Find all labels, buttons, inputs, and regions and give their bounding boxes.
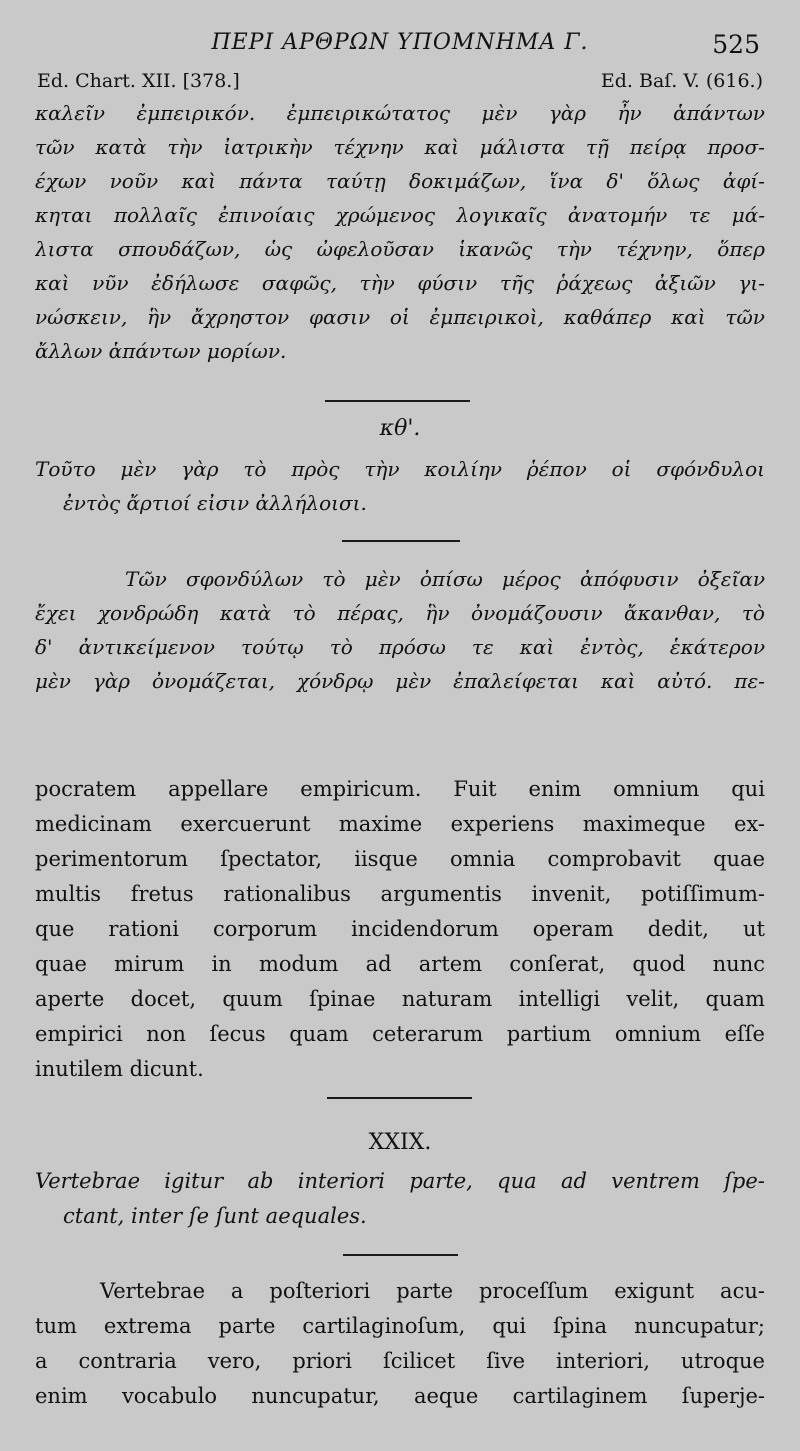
text-line: λιστα σπουδάζων, ὡς ὠφελοῦσαν ἱκανῶς τὴν τέχνην, ὅπερ <box>35 237 765 261</box>
text-line: medicinam exercuerunt maxime experiens maximeque ex- <box>35 812 765 836</box>
greek-paragraph <box>0 96 800 368</box>
text-line: multis fretus rationalibus argumentis invenit, potiſſimum- <box>35 882 765 906</box>
text-line: pocratem appellare empiricum. Fuit enim omnium qui <box>35 777 765 801</box>
text-line: καλεῖν ἐμπειρικόν. ἐμπειρικώτατος μὲν γὰρ ἦν ἁπάντων <box>35 101 765 125</box>
text-line: Τοῦτο μὲν γὰρ τὸ πρὸς τὴν κοιλίην ῥέπον οἱ σφόνδυλοι <box>35 457 765 481</box>
section-divider <box>327 1097 472 1099</box>
text-line: έχων νοῦν καὶ πάντα ταύτῃ δοκιμάζων, ἵνα δ' ὅλως ἀφί- <box>35 169 765 193</box>
text-line: a contraria vero, priori ſcilicet ſive interiori, utroque <box>35 1349 765 1373</box>
latin-lemma <box>0 1164 800 1234</box>
text-line: Vertebrae igitur ab interiori parte, qua ad ventrem ſpe- <box>35 1169 765 1193</box>
text-line: νώσκειν, ἣν ἄχρηστον φασιν οἱ ἐμπειρικοὶ, καθάπερ καὶ τῶν <box>35 305 765 329</box>
greek-lemma <box>0 452 800 520</box>
text-line: κηται πολλαῖς ἐπινοίαις χρώμενος λογικαῖς ἀνατομήν τε μά- <box>35 203 765 227</box>
edition-reference-right: Ed. Baſ. V. (616.) <box>600 70 763 92</box>
text-line: inutilem dicunt. <box>35 1057 204 1081</box>
text-line: ἄλλων ἁπάντων μορίων. <box>35 339 287 363</box>
text-line: ἔχει χονδρώδη κατὰ τὸ πέρας, ἣν ὀνομάζουσιν ἄκανθαν, τὸ <box>35 601 765 625</box>
running-header: ΠΕΡΙ ΑΡΘΡΩΝ ΥΠΟΜΝΗΜΑ Γ. <box>211 30 589 55</box>
edition-reference-left: Ed. Chart. XII. [378.] <box>37 70 240 92</box>
text-line: τῶν κατὰ τὴν ἰατρικὴν τέχνην καὶ μάλιστα τῇ πείρᾳ προσ- <box>35 135 765 159</box>
text-line: ctant, inter ſe ſunt aequales. <box>63 1204 367 1228</box>
text-line: μὲν γὰρ ὀνομάζεται, χόνδρῳ μὲν ἐπαλείφεται καὶ αὐτό. πε- <box>35 669 765 693</box>
section-divider <box>325 400 470 402</box>
latin-commentary <box>0 1274 800 1414</box>
section-divider <box>342 540 460 542</box>
text-line: aperte docet, quum ſpinae naturam intelligi velit, quam <box>35 987 765 1011</box>
section-divider <box>343 1254 458 1256</box>
page-number: 525 <box>712 30 760 59</box>
latin-section-number: XXIX. <box>368 1130 432 1155</box>
text-line: empirici non ſecus quam ceterarum partium omnium eſſe <box>35 1022 765 1046</box>
text-line: δ' ἀντικείμενον τούτῳ τὸ πρόσω τε καὶ ἐντὸς, ἑκάτερον <box>35 635 765 659</box>
text-line: ἐντὸς ἄρτιοί εἰσιν ἀλλήλοισι. <box>63 491 367 515</box>
latin-paragraph <box>0 772 800 1087</box>
text-line: tum extrema parte cartilaginoſum, qui ſpina nuncupatur; <box>35 1314 765 1338</box>
text-line: que rationi corporum incidendorum operam dedit, ut <box>35 917 765 941</box>
greek-commentary <box>0 562 800 698</box>
text-line: καὶ νῦν ἐδήλωσε σαφῶς, τὴν φύσιν τῆς ῥάχεως ἀξιῶν γι- <box>35 271 765 295</box>
text-line: quae mirum in modum ad artem conſerat, quod nunc <box>35 952 765 976</box>
text-line: Τῶν σφονδύλων τὸ μὲν ὀπίσω μέρος ἀπόφυσιν ὀξεῖαν <box>125 567 765 591</box>
greek-section-number: κθ'. <box>379 416 421 441</box>
text-line: perimentorum ſpectator, iisque omnia comprobavit quae <box>35 847 765 871</box>
text-line: enim vocabulo nuncupatur, aeque cartilaginem ſuperje- <box>35 1384 765 1408</box>
text-line: Vertebrae a poſteriori parte proceſſum exigunt acu- <box>100 1279 765 1303</box>
